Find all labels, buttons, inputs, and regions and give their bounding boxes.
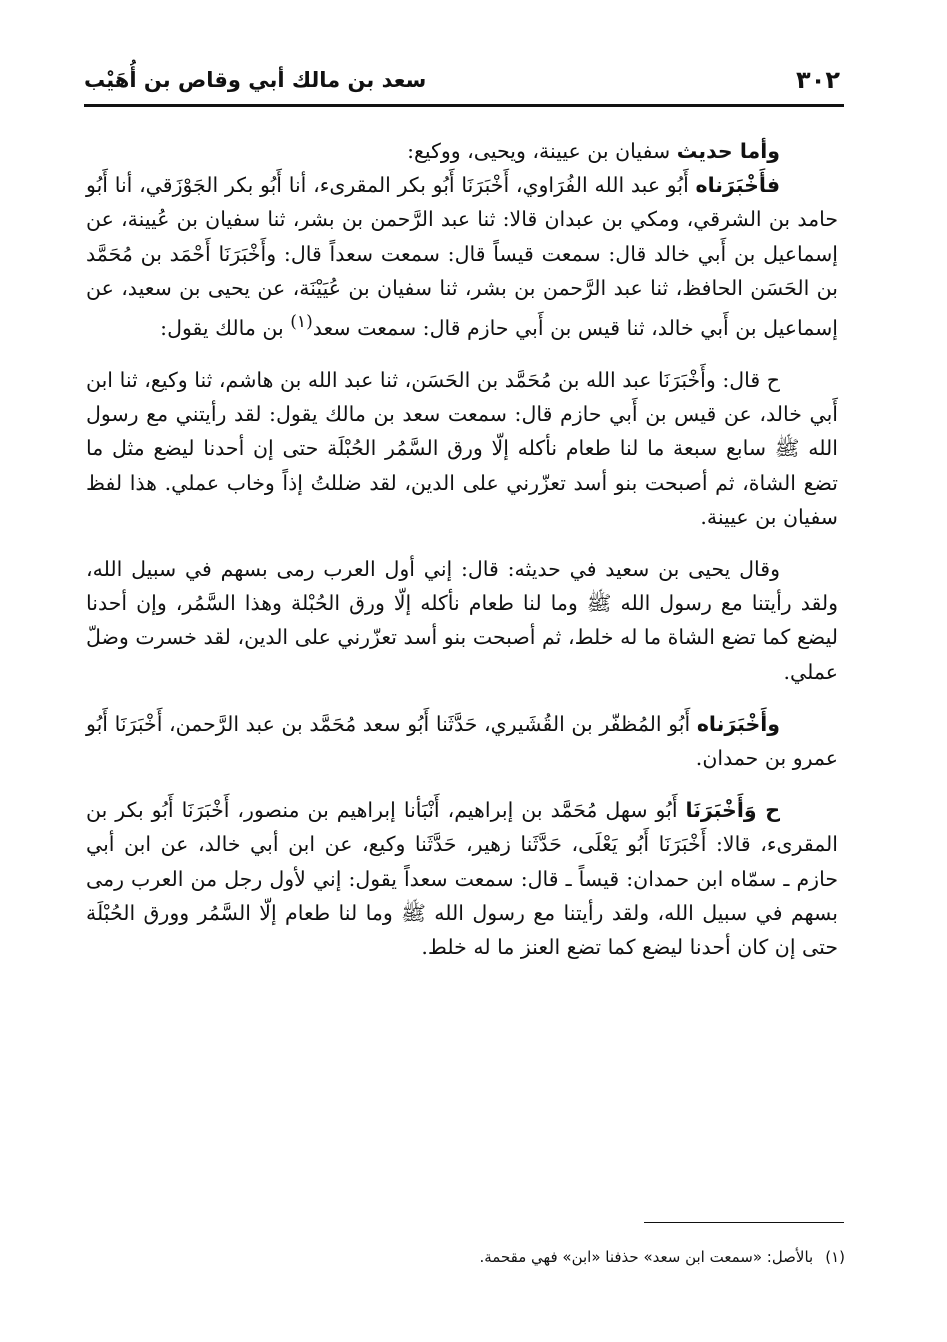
page-number: ٣٠٢ (796, 66, 840, 94)
paragraph-6-lead: ح وَأَخْبَرَنَا (685, 798, 780, 823)
paragraph-2-text: أَبُو عبد الله الفُرَاوي، أَخْبَرَنَا أَبُو بكر المقرىء، أنا أَبُو بكر الجَوْزَقي، أنا أَبُو حامد بن الشرقي، ومكي بن عبدان قالا: ثنا عبد الرَّحمن بن بشر، ثنا سفيان بن عُيينة، عن إسماعيل بن أَبي خالد قال: سمعت قيساً قال: سمعت سعداً قال: وأَخْبَرَنَا أَحْمَد بن مُحَمَّد بن الحَسَن الحافظ، ثنا عبد الرَّحمن بن بشر، ثنا سفيان بن عُيَيْنَة، عن يحيى بن سعيد، عن إسماعيل بن أَبي خالد، ثنا قيس بن أَبي حازم قال: سمعت سعد (86, 173, 838, 340)
paragraph-1 (86, 134, 838, 168)
paragraph-5-text: أَبُو المُظفّر بن القُشَيري، حَدَّثَنا أَبُو سعد مُحَمَّد بن عبد الرَّحمن، أَخْبَرَنَا أَبُو عمرو بن حمدان. (86, 711, 838, 771)
paragraph-5-lead: وأَخْبَرَناه (696, 711, 780, 736)
paragraph-6 (86, 793, 838, 964)
paragraph-2 (86, 168, 838, 345)
footnote-text: بالأصل: «سمعت ابن سعد» حذفنا «ابن» فهي مقحمة. (479, 1248, 814, 1266)
body-text (86, 134, 838, 964)
paragraph-3: ح قال: وأَخْبَرَنَا عبد الله بن مُحَمَّد بن الحَسَن، ثنا عبد الله بن هاشم، ثنا وكيع، ثنا ابن أَبي خالد، عن قيس بن أَبي حازم قال: سمعت سعد بن مالك يقول: لقد رأيتني مع رسول الله ﷺ سابع سبعة ما لنا طعام نأكله إلّا ورق السَّمُر الحُبْلَة حتى إن أحدنا ليضع مثل ما تضع الشاة، ثم أصبحت بنو أسد تعزّرني على الدين، لقد ضللتُ إذاً وخاب عملي. هذا لفظ سفيان بن عيينة. (86, 368, 838, 529)
paragraph-5 (86, 707, 838, 775)
header-rule (84, 104, 844, 107)
paragraph-1-lead: وأما حديث (676, 139, 780, 163)
page-header (84, 62, 840, 104)
paragraph-1-text: سفيان بن عيينة، ويحيى، ووكيع: (407, 139, 677, 163)
footnote (300, 1246, 845, 1268)
running-title: سعد بن مالك أبي وقاص بن أُهَيْب (84, 68, 427, 92)
footnote-rule (644, 1222, 844, 1223)
paragraph-6-text: أَبُو سهل مُحَمَّد بن إبراهيم، أَنْبَأنا إبراهيم بن منصور، أَخْبَرَنَا أَبُو بكر بن المقرىء، قالا: أَخْبَرَنَا أَبُو يَعْلَى، حَدَّثَنا زهير، حَدَّثَنا وكيع، عن ابن أبي خالد، عن ابن أبي حازم ـ سمّاه ابن حمدان: قيساً ـ قال: سمعت سعداً يقول: إني لأول رجل من العرب رمى بسهم في سبيل الله، ولقد رأيتنا مع رسول الله ﷺ وما لنا طعام إلّا السَّمُر وورق الحُبْلَة حتى إن كان أحدنا ليضع كما تضع العنز ما له خلط. (86, 798, 838, 960)
paragraph-4: وقال يحيى بن سعيد في حديثه: قال: إني أول العرب رمى بسهم في سبيل الله، ولقد رأيتنا مع رسول الله ﷺ وما لنا طعام نأكله إلّا ورق الحُبْلة وهذا السَّمُر، وإن أحدنا ليضع كما تضع الشاة ما له خلط، ثم أصبحت بنو أسد تعزّرني على الدين، لقد خسرت وضلّ عملي. (86, 557, 838, 684)
footnote-marker: (١) (290, 312, 313, 333)
footnote-number: (١) (825, 1248, 845, 1266)
paragraph-2-lead: فأَخْبَرَناه (695, 173, 780, 198)
paragraph-2-end: بن مالك يقول: (160, 315, 291, 340)
